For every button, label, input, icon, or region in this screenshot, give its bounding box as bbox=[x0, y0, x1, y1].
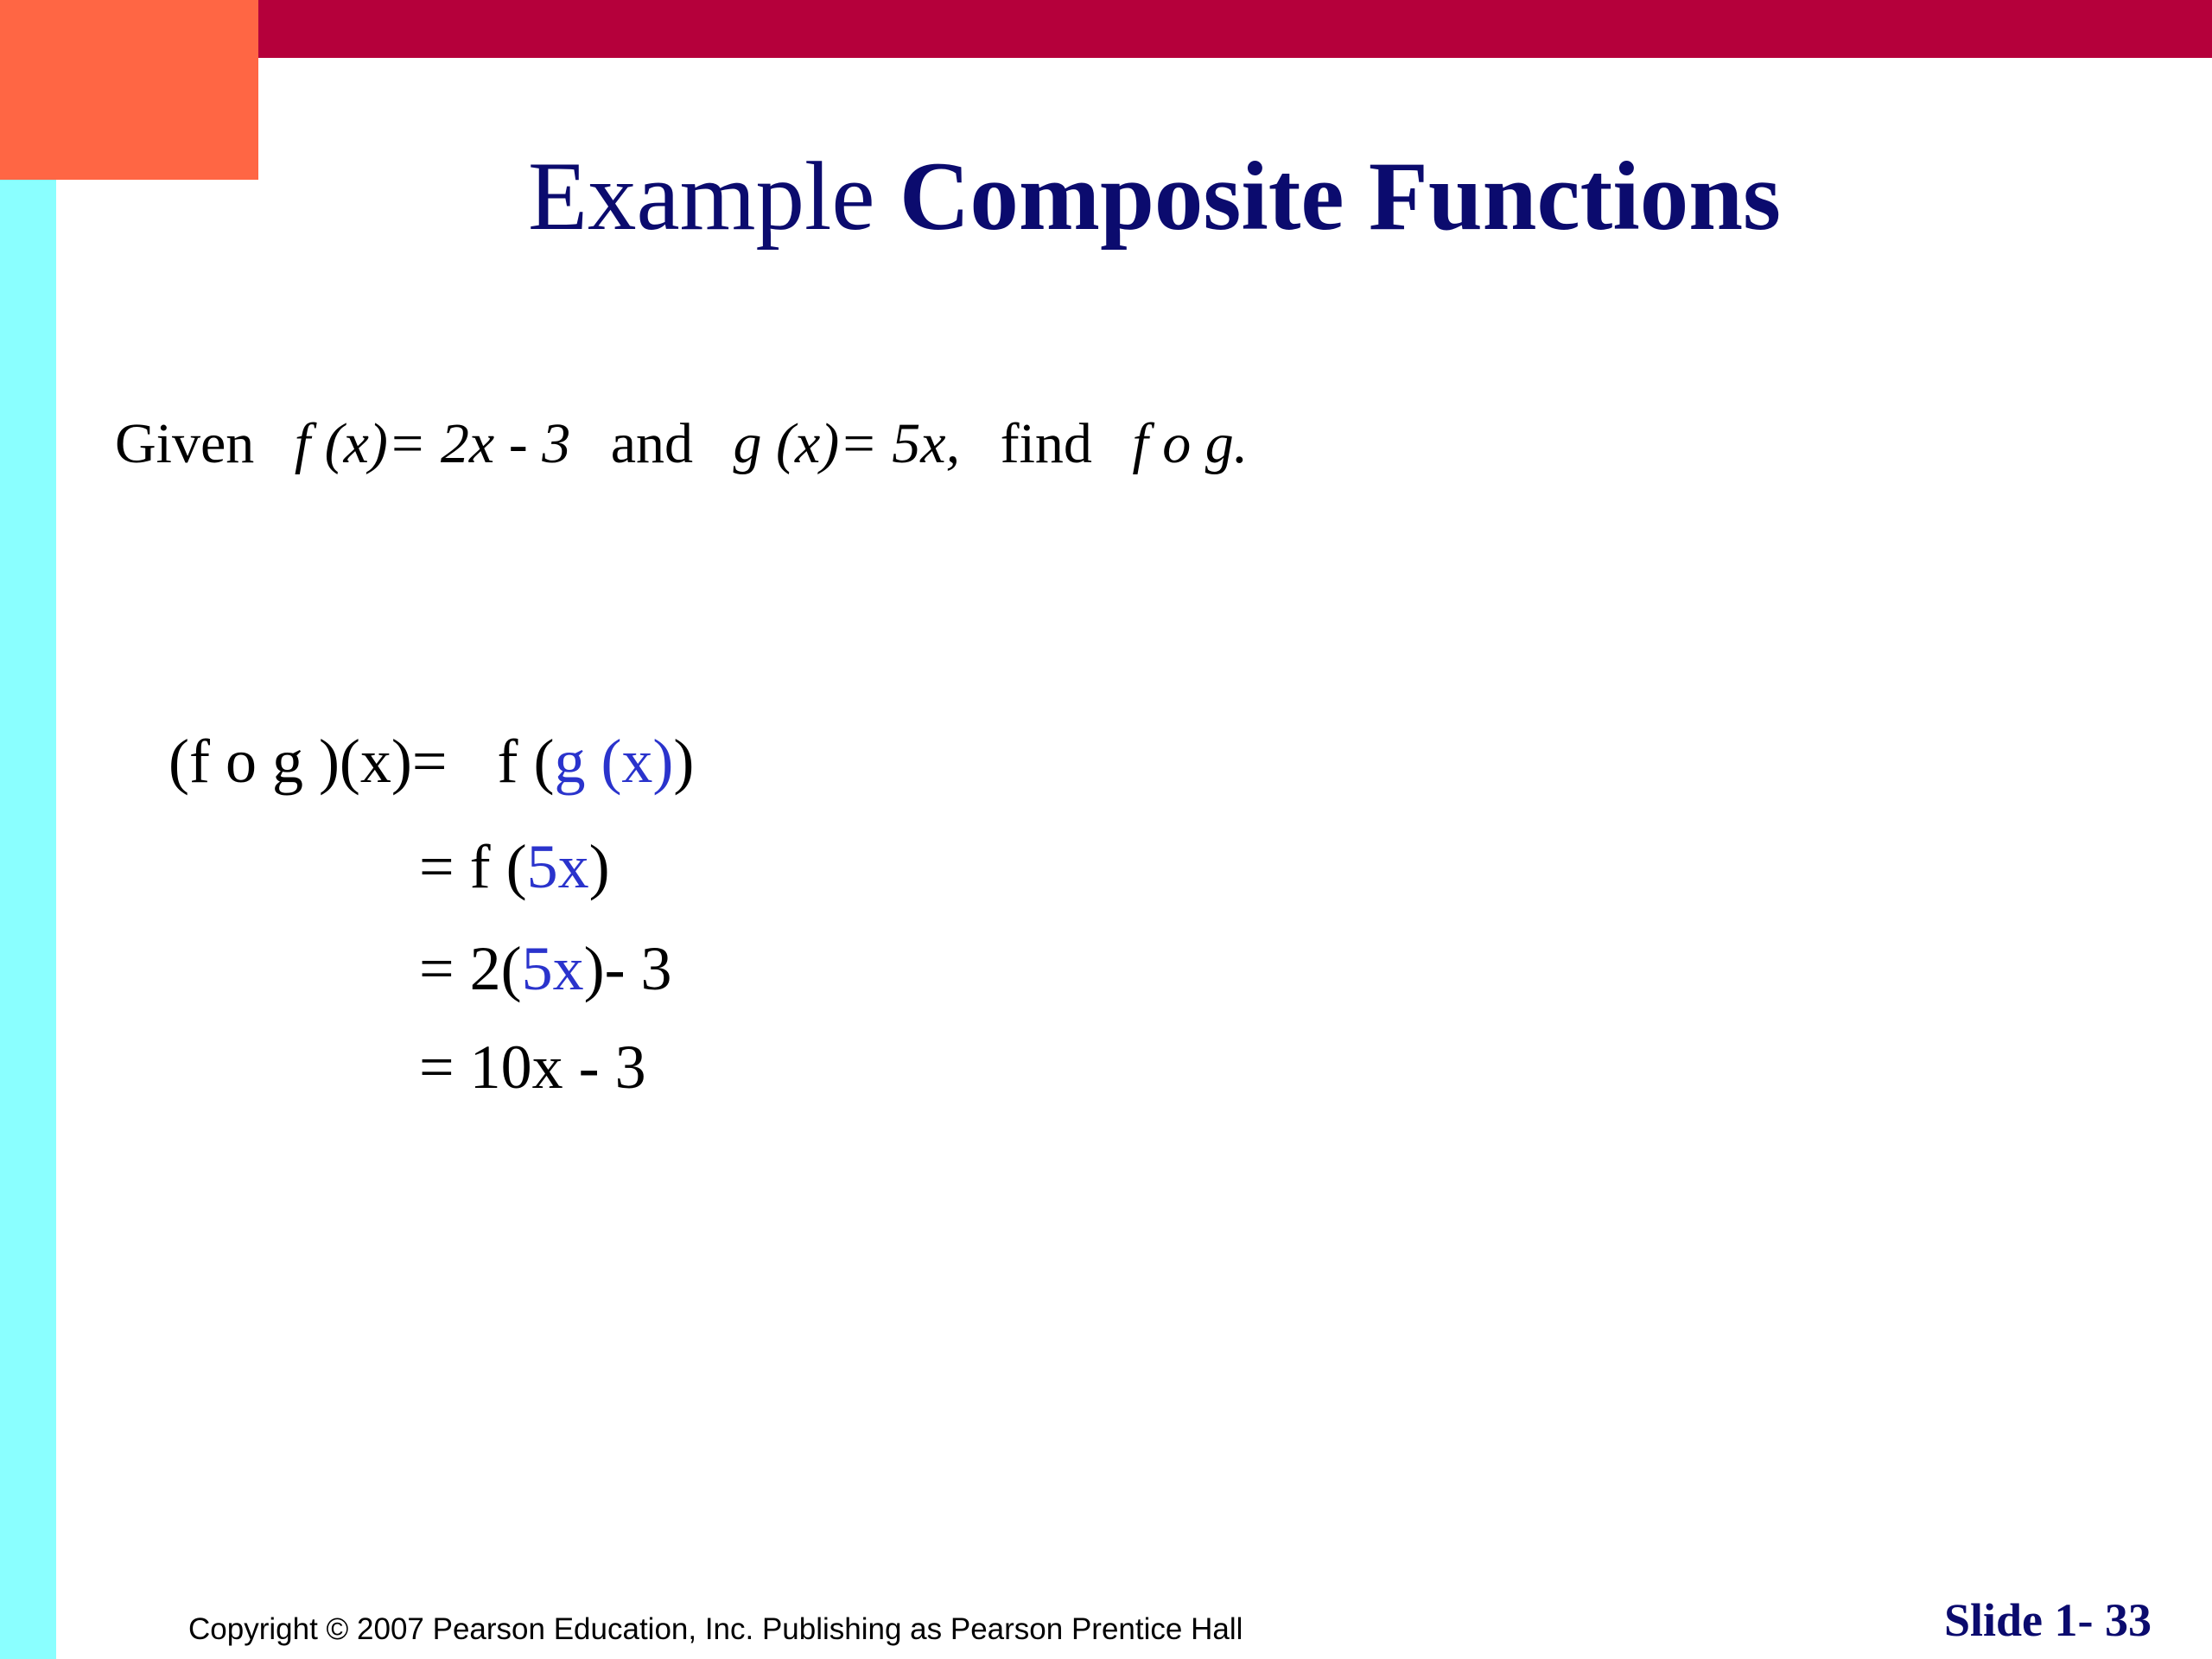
solution-line-1 bbox=[168, 724, 694, 798]
find-word: find bbox=[1000, 412, 1092, 475]
solution-line-2: = f (5x) bbox=[419, 832, 610, 901]
highlighted-term: 5x bbox=[526, 832, 589, 901]
slide-title bbox=[0, 138, 2212, 256]
problem-statement bbox=[115, 410, 1248, 478]
g-definition: g (x)= 5x, bbox=[733, 412, 961, 475]
solution-line-3: = 2(5x)- 3 bbox=[419, 934, 672, 1003]
left-accent-stripe bbox=[0, 180, 56, 1659]
solution-line-4: = 10x - 3 bbox=[419, 1033, 646, 1102]
and-word: and bbox=[610, 412, 693, 475]
line1-rhs: f (g (x)) bbox=[497, 727, 695, 796]
slide-number: Slide 1- 33 bbox=[1943, 1594, 2152, 1646]
title-main: Composite Functions bbox=[899, 143, 1782, 251]
top-accent-bar bbox=[0, 0, 2212, 58]
line1-lhs: (f o g )(x)= bbox=[168, 727, 448, 796]
highlighted-term: 5x bbox=[521, 934, 584, 1003]
given-word: Given bbox=[115, 412, 255, 475]
f-definition: f (x)= 2x - 3 bbox=[294, 412, 571, 475]
copyright-notice: Copyright © 2007 Pearson Education, Inc. Publishing as Pearson Prentice Hall bbox=[188, 1612, 1243, 1646]
highlighted-term: g (x) bbox=[554, 727, 674, 796]
composition-target: f o g. bbox=[1132, 412, 1249, 475]
title-prefix: Example bbox=[527, 143, 875, 251]
